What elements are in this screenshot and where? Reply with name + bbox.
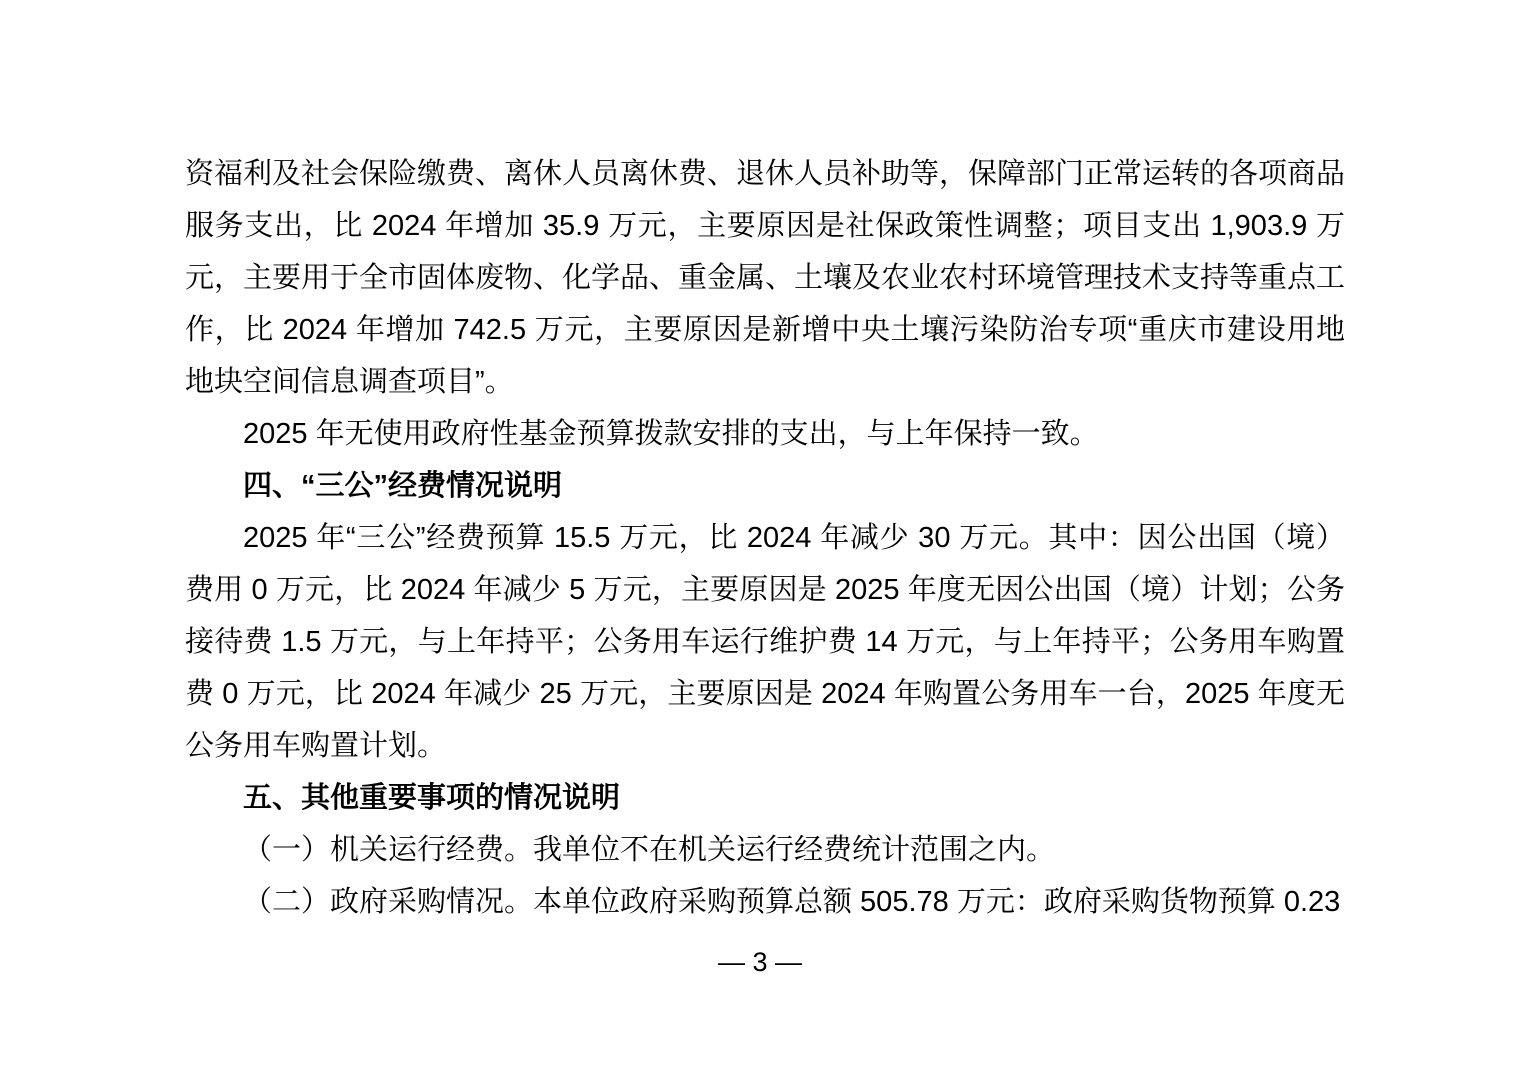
document-body: [185, 148, 1345, 928]
page-number: — 3 —: [717, 947, 803, 977]
paragraph-government-procurement: （二）政府采购情况。本单位政府采购预算总额 505.78 万元：政府采购货物预算 0.23: [243, 886, 1341, 918]
paragraph-basic-expenditure: 资福利及社会保险缴费、离休人员离休费、退休人员补助等，保障部门正常运转的各项商品服务支出，比 2024 年增加 35.9 万元，主要原因是社保政策性调整；项目支出 1,903.9 万元，主要用于全市固体废物、化学品、重金属、土壤及农业农村环境管理技术支持等重点工作，比 2024 年增加 742.5 万元，主要原因是新增中央土壤污染防治专项“重庆市建设用地地块空间信息调查项目”。: [185, 158, 1346, 398]
paragraph-three-public-details: 2025 年“三公”经费预算 15.5 万元，比 2024 年减少 30 万元。其中：因公出国（境）费用 0 万元，比 2024 年减少 5 万元，主要原因是 2025 年度无因公出国（境）计划；公务接待费 1.5 万元，与上年持平；公务用车运行维护费 14 万元，与上年持平；公务用车购置费 0 万元，比 2024 年减少 25 万元，主要原因是 2024 年购置公务用车一台，2025 年度无公务用车购置计划。: [185, 522, 1345, 762]
paragraph-gov-fund-budget: 2025 年无使用政府性基金预算拨款安排的支出，与上年保持一致。: [243, 418, 1099, 450]
heading-other-important-matters: 五、其他重要事项的情况说明: [243, 782, 621, 814]
paragraph-agency-operation-expense: （一）机关运行经费。我单位不在机关运行经费统计范围之内。: [243, 834, 1056, 866]
heading-three-public-expenses: 四、“三公”经费情况说明: [243, 470, 563, 502]
